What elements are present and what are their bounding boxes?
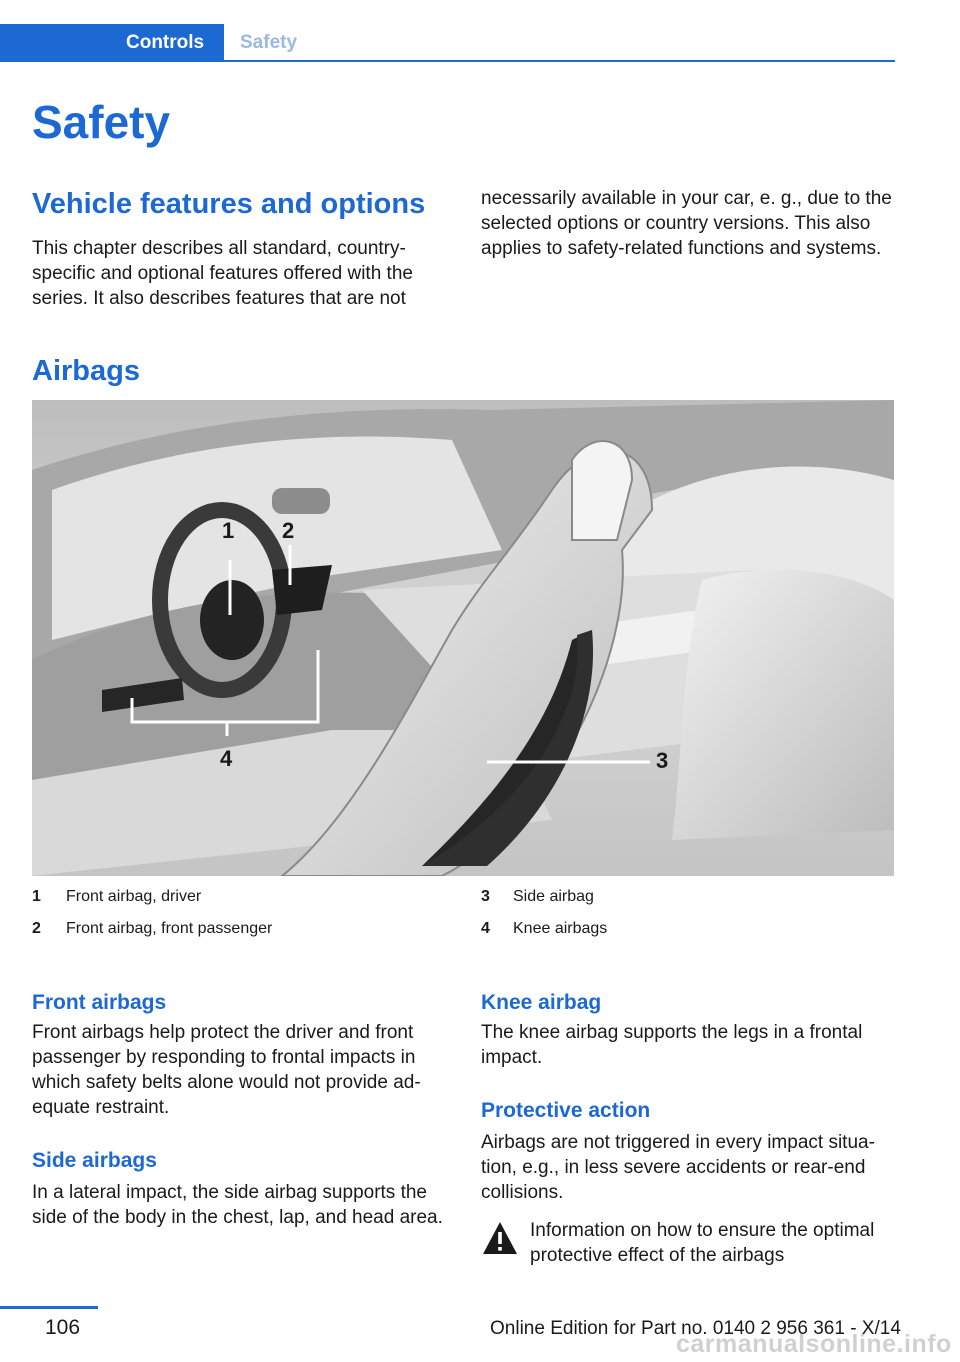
section-heading-vehicle-features: Vehicle features and options [32,188,426,220]
legend-text: Knee airbags [513,920,608,937]
tab-controls[interactable]: Controls [0,24,224,62]
warning-text: Information on how to ensure the optimal protective effect of the airbags [530,1220,875,1266]
tab-safety[interactable]: Safety [240,32,298,53]
legend-text: Front airbag, front passenger [66,920,273,937]
legend-text: Side airbag [513,888,594,905]
protective-action-text: Airbags are not triggered in every impact situa-tion, e.g., in less severe accidents or rear-end collisions. [481,1132,875,1203]
figure-label-4: 4 [220,746,233,771]
watermark: carmanualsonline.info [676,1330,952,1358]
section-heading-airbags: Airbags [32,355,140,387]
figure-label-1: 1 [222,518,235,543]
vehicle-features-text-left: This chapter describes all standard, country-specific and optional features offered with the series. It also describes features that are not [32,238,413,309]
heading-front-airbags: Front airbags [32,991,167,1014]
figure-label-2: 2 [282,518,295,543]
knee-airbag-text: The knee airbag supports the legs in a frontal impact. [481,1022,863,1068]
page-number: 106 [45,1316,81,1339]
footer-edition: Online Edition for Part no. 0140 2 956 361 - X/14 [490,1318,901,1339]
airbag-illustration [32,400,894,876]
heading-knee-airbag: Knee airbag [481,991,602,1014]
header-rule [0,60,895,62]
footer-rule [0,1306,98,1309]
side-airbags-text: In a lateral impact, the side airbag supports the side of the body in the chest, lap, and head area. [32,1182,443,1228]
figure-label-3: 3 [656,748,669,773]
legend-number: 3 [481,888,490,905]
legend-number: 1 [32,888,41,905]
legend-number: 2 [32,920,41,937]
page-title: Safety [32,96,171,148]
heading-protective-action: Protective action [481,1099,651,1122]
legend-text: Front airbag, driver [66,888,202,905]
vehicle-features-text-right: necessarily available in your car, e. g., due to the selected options or country versions. This also applies to safety-related functions and systems. [481,188,892,259]
legend-number: 4 [481,920,490,937]
warning-triangle-icon [481,1220,519,1256]
front-airbags-text: Front airbags help protect the driver and front passenger by responding to frontal impacts in which safety belts alone would not provide ad-equate restraint. [32,1022,421,1118]
heading-side-airbags: Side airbags [32,1149,157,1172]
